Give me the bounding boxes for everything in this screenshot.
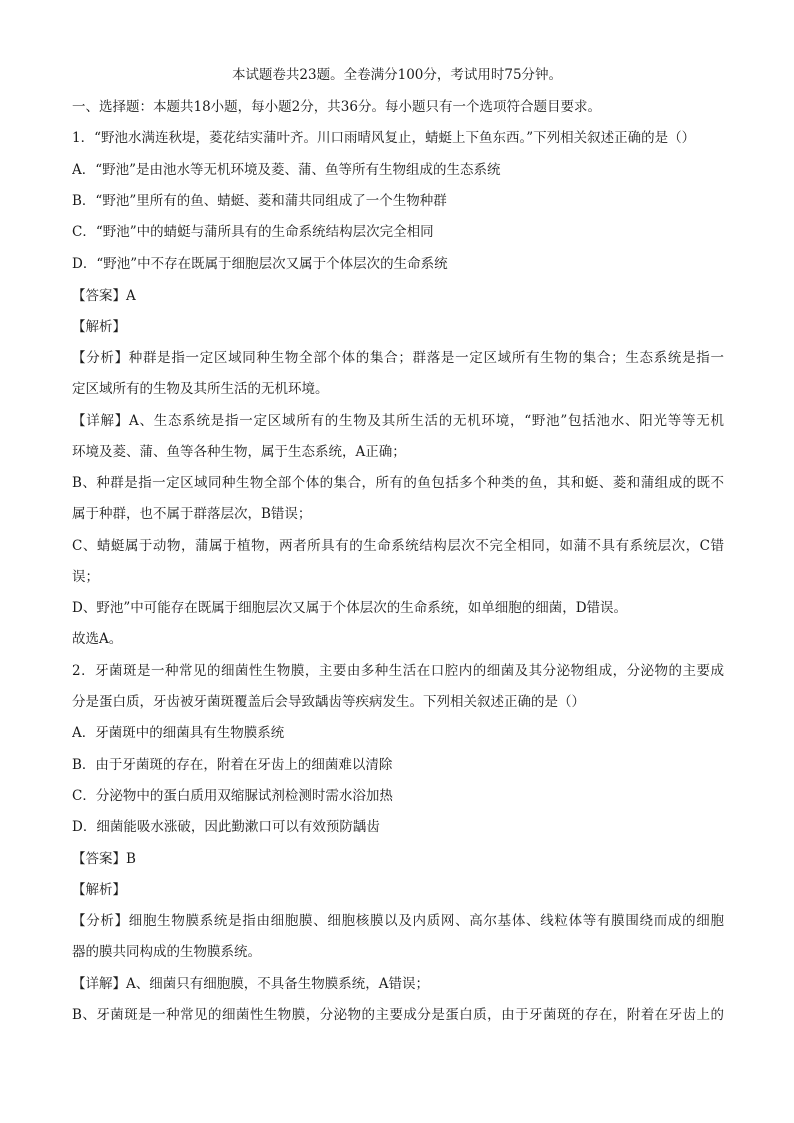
question-1-analysis-label: 【解析】: [72, 319, 126, 335]
question-1-analysis-line-1: 【分析】种群是指一定区域同种生物全部个体的集合；群落是一定区域所有生物的集合；生态系统是指一: [72, 350, 724, 366]
question-1-option-d: D．“野池”中不存在既属于细胞层次又属于个体层次的生命系统: [72, 256, 448, 272]
question-1-option-a: A．“野池”是由池水等无机环境及菱、蒲、鱼等所有生物组成的生态系统: [72, 162, 501, 178]
question-2-detail-line-2: B、牙菌斑是一种常见的细菌性生物膜，分泌物的主要成分是蛋白质，由于牙菌斑的存在，附着在牙齿上的: [72, 1007, 724, 1023]
question-1-option-b: B．“野池”里所有的鱼、蜻蜓、菱和蒲共同组成了一个生物种群: [72, 193, 447, 209]
question-1-analysis-line-2: 定区域所有的生物及其所生活的无机环境。: [72, 381, 329, 397]
question-1-detail-line-3: B、种群是指一定区域同种生物全部个体的集合，所有的鱼包括多个种类的鱼，其和蜓、菱和蒲组成的既不: [72, 475, 724, 491]
question-1-stem: 1．“野池水满连秋堤，菱花结实蒲叶齐。川口雨晴风复止，蜻蜓上下鱼东西。”下列相关叙述正确的是（）: [72, 130, 696, 146]
question-1-detail-line-5: C、蜻蜓属于动物，蒲属于植物，两者所具有的生命系统结构层次不完全相同，如蒲不具有系统层次，C错: [72, 538, 724, 554]
section-title: 一、选择题：本题共18小题，每小题2分，共36分。每小题只有一个选项符合题目要求。: [72, 99, 601, 115]
question-1-detail-line-6: 误；: [72, 569, 99, 585]
question-2-detail-line-1: 【详解】A、细菌只有细胞膜，不具备生物膜系统，A错误；: [72, 976, 429, 992]
question-2-analysis-line-2: 器的膜共同构成的生物膜系统。: [72, 944, 261, 960]
question-2-option-b: B．由于牙菌斑的存在，附着在牙齿上的细菌难以清除: [72, 757, 393, 773]
question-2-analysis-line-1: 【分析】细胞生物膜系统是指由细胞膜、细胞核膜以及内质网、高尔基体、线粒体等有膜围绕而成的细胞: [72, 913, 724, 929]
question-2-option-c: C．分泌物中的蛋白质用双缩脲试剂检测时需水浴加热: [72, 788, 393, 804]
question-2-stem-line-1: 2．牙菌斑是一种常见的细菌性生物膜，主要由多种生活在口腔内的细菌及其分泌物组成，分泌物的主要成: [72, 663, 724, 679]
question-1-option-c: C．“野池”中的蜻蜓与蒲所具有的生命系统结构层次完全相同: [72, 224, 434, 240]
question-2-stem-line-2: 分是蛋白质，牙齿被牙菌斑覆盖后会导致龋齿等疾病发生。下列相关叙述正确的是（）: [72, 694, 585, 710]
question-2-option-a: A．牙菌斑中的细菌具有生物膜系统: [72, 725, 285, 741]
question-2-analysis-label: 【解析】: [72, 882, 126, 898]
question-1-detail-line-1: 【详解】A、生态系统是指一定区域所有的生物及其所生活的无机环境，“野池”包括池水、阳光等等无机: [72, 413, 724, 429]
question-1-detail-line-7: D、野池”中可能存在既属于细胞层次又属于个体层次的生命系统，如单细胞的细菌，D错误。: [72, 600, 628, 616]
question-1-detail-line-2: 环境及菱、蒲、鱼等各种生物，属于生态系统，A正确；: [72, 444, 406, 460]
question-2-answer: 【答案】B: [72, 851, 136, 867]
question-1-detail-line-4: 属于种群，也不属于群落层次，B错误；: [72, 506, 312, 522]
question-1-conclusion: 故选A。: [72, 631, 123, 647]
exam-header: 本试题卷共23题。全卷满分100分，考试用时75分钟。: [231, 67, 563, 83]
question-2-option-d: D．细菌能吸水涨破，因此勤漱口可以有效预防龋齿: [72, 819, 380, 835]
question-1-answer: 【答案】A: [72, 288, 136, 304]
